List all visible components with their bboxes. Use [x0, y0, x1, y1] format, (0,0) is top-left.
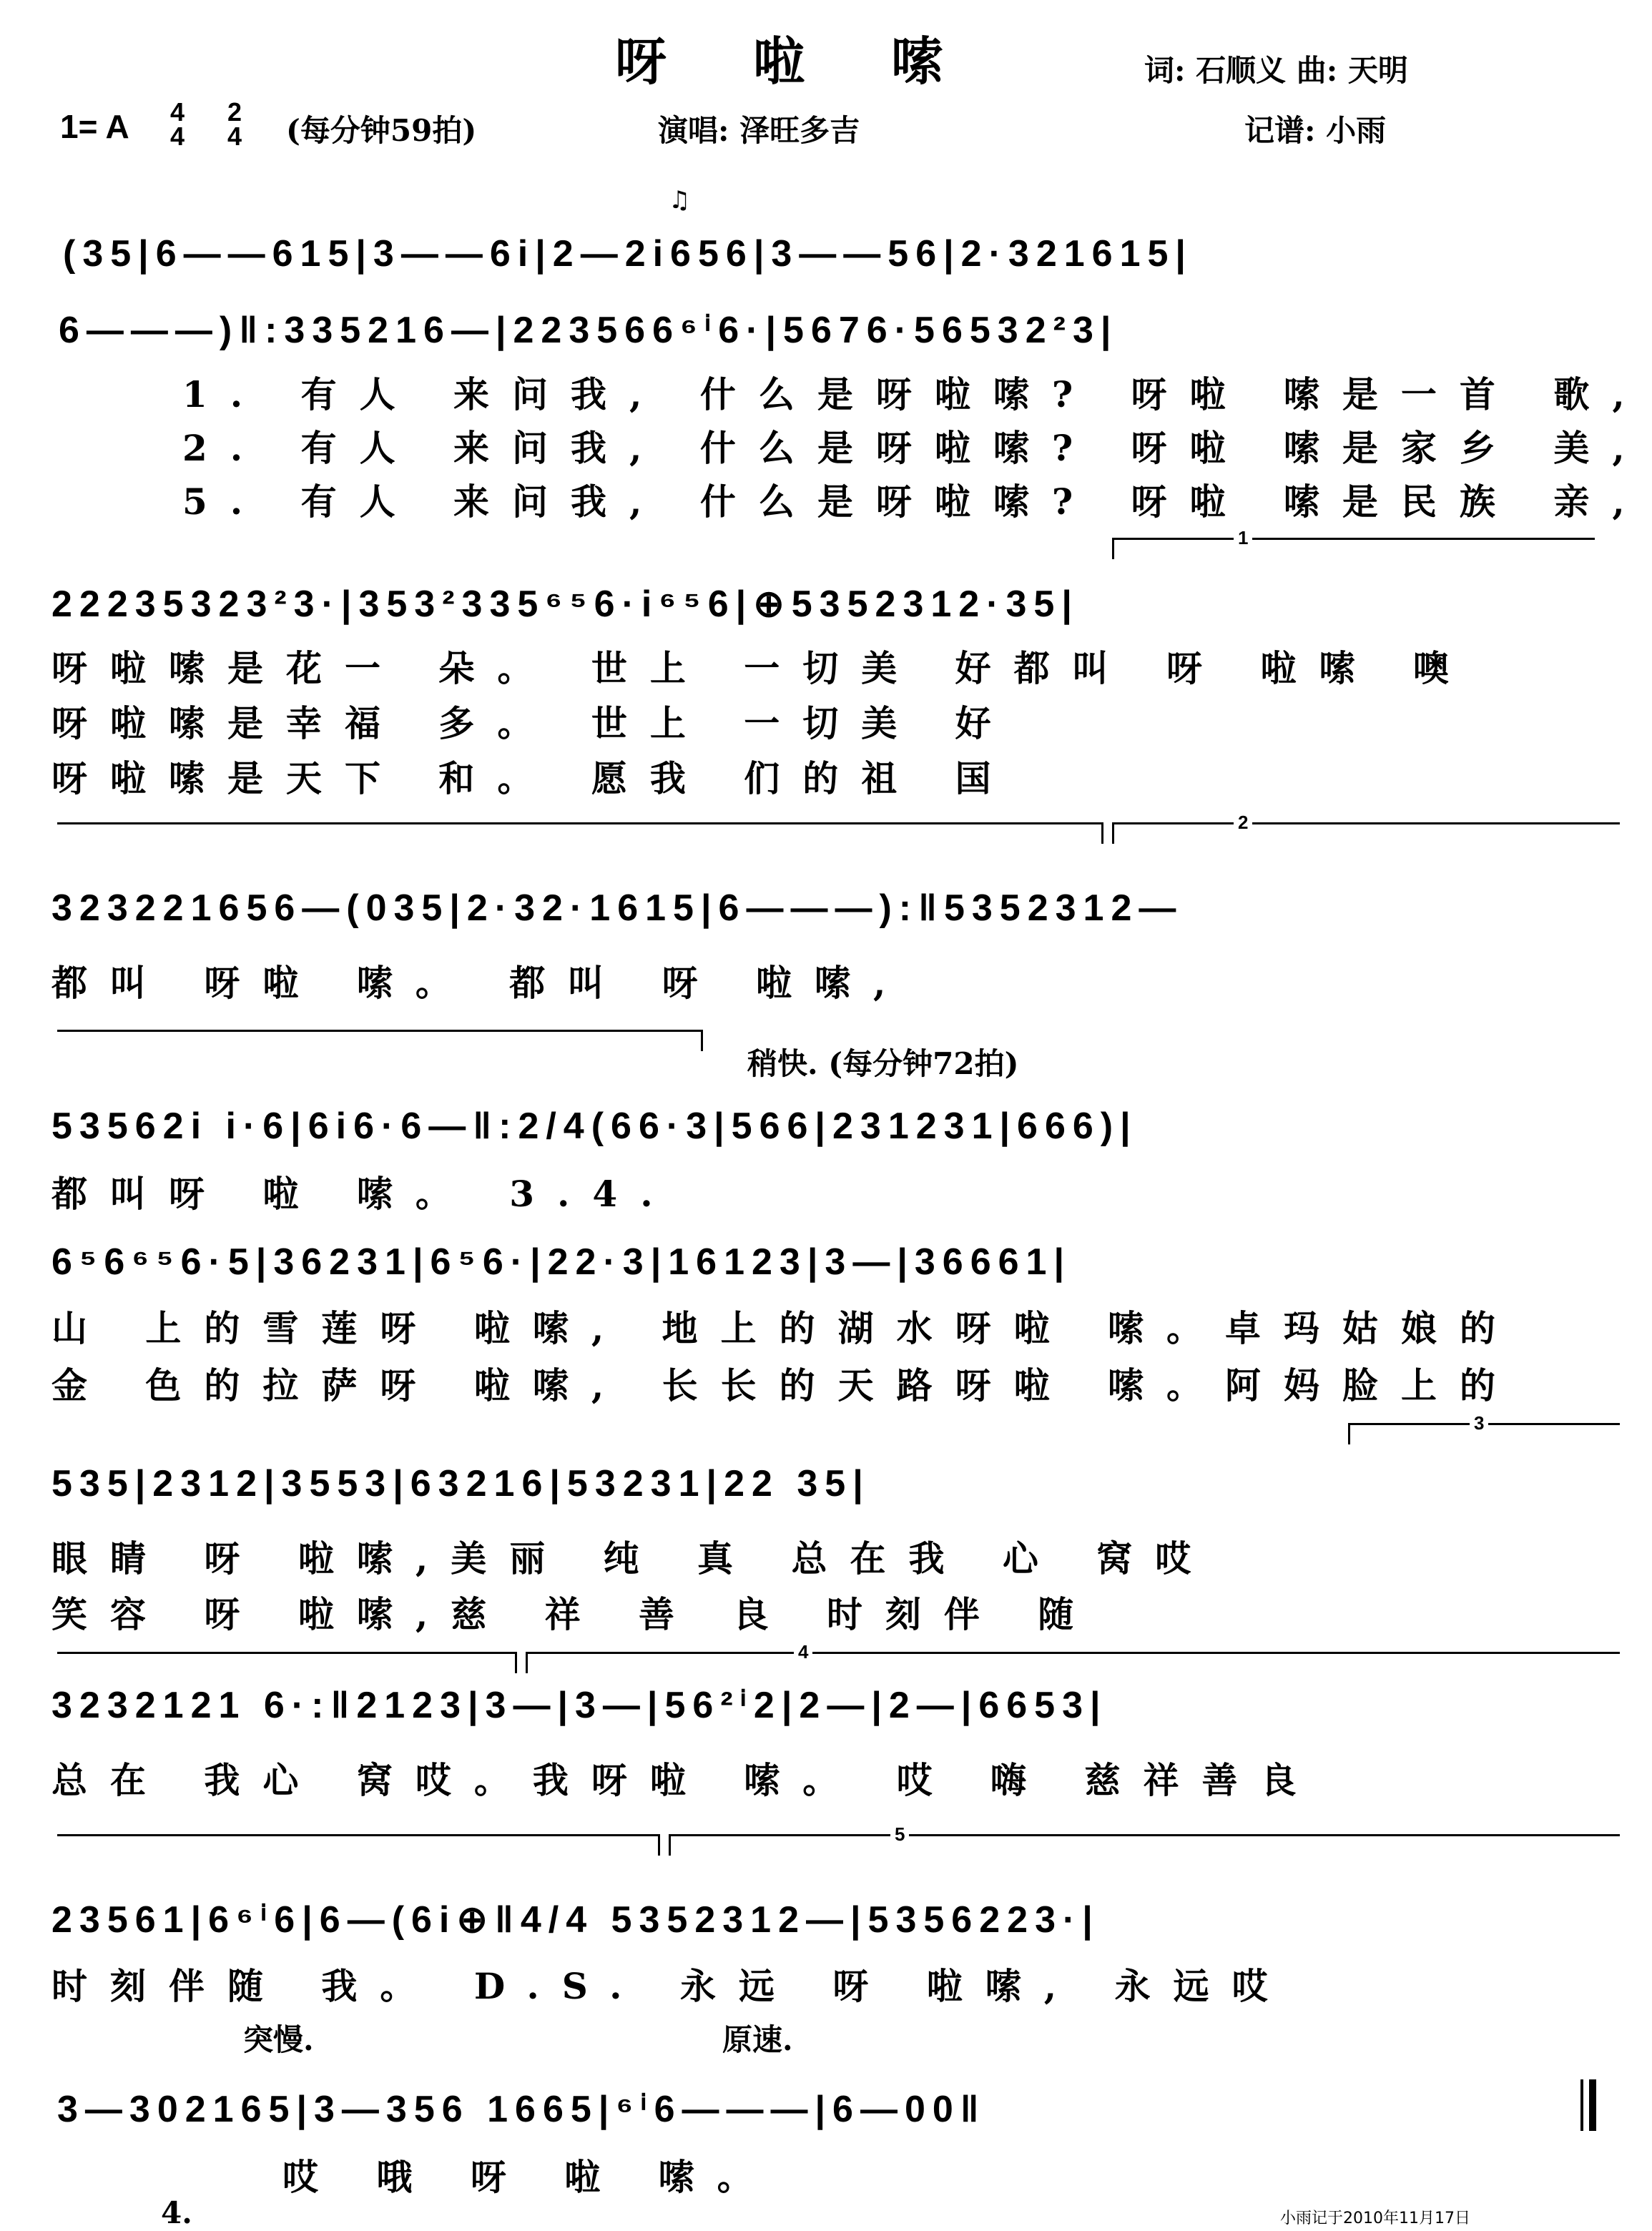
- ending-4-end-tick: [658, 1834, 660, 1856]
- system-3-notes: 22235323²3·|353²335⁶⁵6·i⁶⁵6|⊕5352312·35|: [51, 583, 1079, 625]
- system-7-lyric-2: 笑容 呀 啦嗦,慈 祥 善 良 时刻伴 随: [51, 1593, 1097, 1635]
- ending-2-tick: [1112, 822, 1114, 844]
- breath-sign-icon: ♫: [669, 186, 691, 215]
- credits: 词: 石顺义 曲: 天明: [1144, 53, 1408, 88]
- ending-5-number: 5: [890, 1823, 909, 1846]
- ending-2-continuation: [57, 1030, 701, 1032]
- notation-by: 记谱: 小雨: [1244, 113, 1387, 148]
- system-2-notes: 6———)‖:335216—|223566⁶ⁱ6·|5676·56532²3|: [59, 310, 1118, 351]
- tempo-sudden-slow: 突慢.: [243, 2022, 314, 2057]
- system-7-lyric-1: 眼睛 呀 啦嗦,美丽 纯 真 总在我 心 窝哎: [51, 1537, 1214, 1580]
- system-4-notes: 323221656—(035|2·32·1615|6———):‖5352312—: [51, 887, 1184, 929]
- final-barline-thick: [1589, 2079, 1596, 2131]
- ending-4-number: 4: [794, 1641, 812, 1663]
- triplet-number: 3: [1470, 1412, 1488, 1434]
- ending-1-tick: [1112, 538, 1114, 559]
- system-8-notes: 3232121 6·:‖2123|3—|3—|56²ⁱ2|2—|2—|6653|: [51, 1685, 1108, 1726]
- triplet-tick: [1348, 1423, 1350, 1444]
- ending-5-tick: [669, 1834, 671, 1856]
- ending-4-bracket: [526, 1652, 1620, 1654]
- footer-date: 小雨记于2010年11月17日: [1280, 2210, 1470, 2227]
- ending-1-continuation: [57, 822, 1101, 824]
- song-title: 呀 啦 嗦: [615, 31, 978, 92]
- ending-1-bracket: [1112, 538, 1595, 540]
- key-signature: 1= A: [60, 108, 129, 145]
- ending-4-tick: [526, 1652, 528, 1673]
- tempo-change-faster: 稍快. (每分钟72拍): [747, 1046, 1019, 1081]
- ending-2-end-tick: [701, 1030, 703, 1051]
- ending-2-bracket: [1112, 822, 1620, 824]
- system-6-lyric-2: 金 色的拉萨呀 啦嗦, 长长的天路呀啦 嗦。阿妈脸上的: [51, 1364, 1519, 1407]
- system-3-lyric-3: 呀啦嗦是天下 和。 愿我 们的祖 国: [51, 757, 1014, 799]
- system-8-lyric-1: 总在 我心 窝哎。我呀啦 嗦。 哎 嗨 慈祥善良: [51, 1759, 1319, 1801]
- ending-1-number: 1: [1234, 527, 1252, 549]
- time-signature-1: 4 4: [170, 97, 185, 151]
- system-9-lyric-1: 时刻伴随 我。 D.S. 永远 呀 啦嗦, 永远哎: [51, 1965, 1291, 2007]
- tempo-marking: (每分钟59拍): [286, 113, 477, 148]
- system-6-lyric-1: 山 上的雪莲呀 啦嗦, 地上的湖水呀啦 嗦。卓玛姑娘的: [51, 1307, 1519, 1349]
- system-7-notes: 535|2312|3553|63216|53231|22 35|: [51, 1463, 870, 1504]
- system-5-lyric-1: 都叫呀 啦 嗦。 3.4.: [51, 1173, 676, 1215]
- ending-2-number: 2: [1234, 812, 1252, 834]
- ending-3-end-tick: [515, 1652, 517, 1673]
- system-4-lyric-1: 都叫 呀啦 嗦。 都叫 呀 啦嗦,: [51, 962, 909, 1004]
- verse-four-marker: 4.: [161, 2195, 192, 2230]
- system-9-notes: 23561|6⁶ⁱ6|6—(6i⊕‖4/4 5352312—|5356223·|: [51, 1899, 1100, 1941]
- system-1-notes: (35|6——615|3——6i|2—2i656|3——56|2·321615|: [63, 233, 1193, 275]
- system-10-lyric-1: 哎 哦 呀 啦 嗦。: [282, 2156, 776, 2198]
- system-2-lyric-3: 5. 有人 来问我, 什么是呀啦嗦? 呀啦 嗦是民族 亲,: [182, 481, 1648, 523]
- ending-3-continuation: [57, 1652, 515, 1654]
- system-3-lyric-2: 呀啦嗦是幸福 多。 世上 一切美 好: [51, 702, 1014, 744]
- ending-4-continuation: [57, 1834, 658, 1836]
- time-signature-2: 2 4: [227, 97, 242, 151]
- system-6-notes: 6⁵6⁶⁵6·5|36231|6⁵6·|22·3|16123|3—|36661|: [51, 1241, 1072, 1283]
- system-5-notes: 53562i i·6|6i6·6—‖:2/4(66·3|566|231231|666)|: [51, 1105, 1138, 1147]
- final-barline: [1580, 2079, 1583, 2131]
- system-2-lyric-1: 1. 有人 来问我, 什么是呀啦嗦? 呀啦 嗦是一首 歌,: [182, 373, 1648, 415]
- system-10-notes: 3—302165|3—356 1665|⁶ⁱ6———|6—00‖: [57, 2089, 986, 2130]
- tempo-a-tempo: 原速.: [722, 2022, 793, 2057]
- singer: 演唱: 泽旺多吉: [658, 113, 860, 148]
- ending-5-bracket: [669, 1834, 1620, 1836]
- ending-1-end-tick: [1101, 822, 1103, 844]
- system-3-lyric-1: 呀啦嗦是花一 朵。 世上 一切美 好都叫 呀 啦嗦 噢: [51, 647, 1472, 689]
- system-2-lyric-2: 2. 有人 来问我, 什么是呀啦嗦? 呀啦 嗦是家乡 美,: [182, 427, 1648, 469]
